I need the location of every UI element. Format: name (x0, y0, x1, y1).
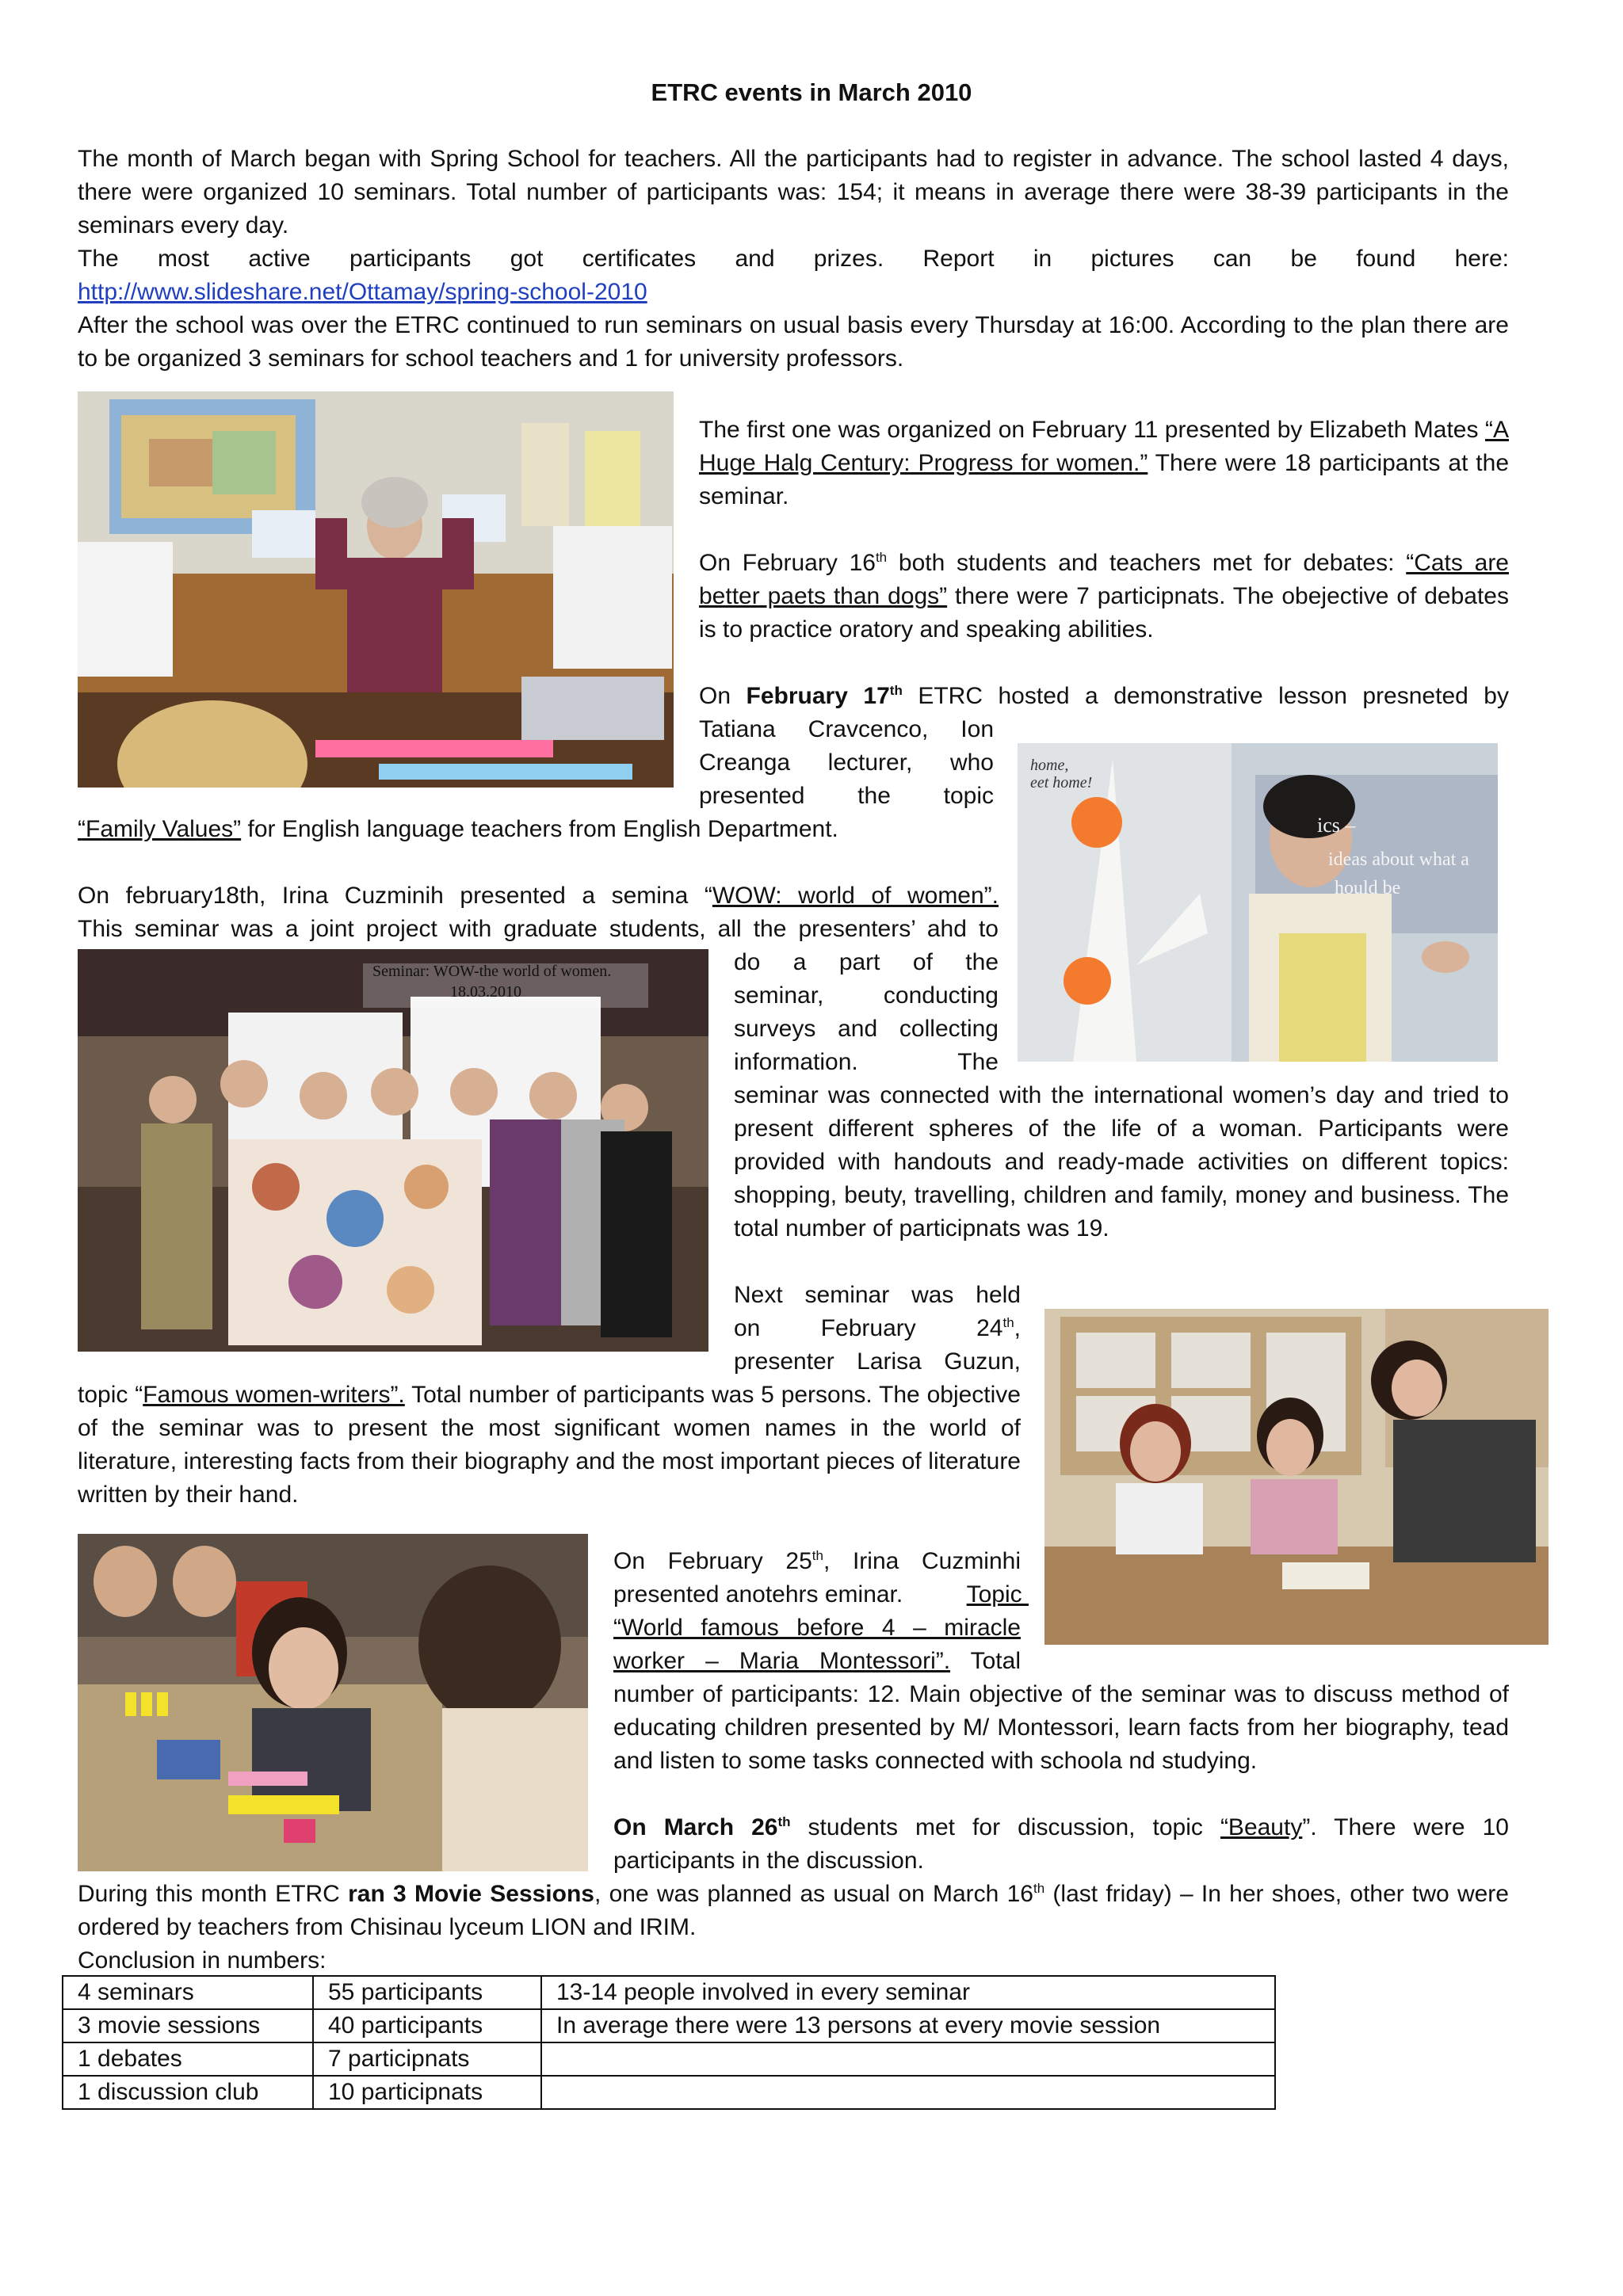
feb24-text-post: Total number of participants was 5 persons. The objective of the seminar was to present the most significant women names in the world of literature, interesting facts from their biography and the most important pieces of literature written by their hand. (78, 1382, 1021, 1508)
mar26-paragraph (613, 1811, 1509, 1878)
photo-students-table (1044, 1309, 1549, 1645)
feb17-line1 (699, 680, 1509, 713)
feb18-side-1: do a part of the (734, 949, 999, 975)
report-link-line (78, 276, 647, 309)
feb18-topic: WOW: world of women”. (712, 883, 999, 909)
feb16-topic: “Cats are better paets than dogs” (699, 550, 1509, 609)
after-school-paragraph (78, 309, 1509, 376)
wow-photo-date: 18.03.2010 (450, 983, 521, 1001)
mar26-topic: “Beauty (1220, 1814, 1303, 1840)
photo-presenter-classroom (78, 391, 674, 788)
feb24-comma: , (1014, 1315, 1021, 1341)
table-cell: 55 participants (313, 1976, 541, 2009)
feb11-text-post: There were 18 participants at the seminar. (699, 450, 1510, 509)
table-cell: 13-14 people involved in every seminar (541, 1976, 1275, 2009)
board-text-4: ideas about what a (1328, 849, 1469, 870)
feb24-paragraph (78, 1379, 1021, 1512)
photo-wow-seminar (78, 949, 708, 1352)
table-row (63, 2009, 1275, 2042)
feb25-topic-label: Topic (966, 1581, 1029, 1608)
feb18-side-2: seminar, conducting (734, 982, 999, 1009)
table-cell: 3 movie sessions (63, 2009, 313, 2042)
feb25-total: Total (950, 1648, 1021, 1674)
feb25-date: On February 25 (613, 1548, 812, 1574)
intro-text: The month of March began with Spring School for teachers. All the participants had to register in advance. The school lasted 4 days, there were organized 10 seminars. Total number of participants was: 154; it means in average there were 38-39 participants in the seminars every day. (78, 146, 1509, 238)
mar26-text: students met for discussion, topic (790, 1814, 1220, 1840)
feb25-line1 (613, 1545, 1021, 1578)
photo-group-cards (78, 1534, 588, 1871)
feb24-line1: Next seminar was held (734, 1282, 1021, 1308)
table-cell: 1 discussion club (63, 2076, 313, 2109)
table-cell (541, 2042, 1275, 2076)
feb16-paragraph (699, 547, 1509, 646)
feb17-line5 (78, 813, 838, 846)
table-cell: 1 debates (63, 2042, 313, 2076)
movies-text-post: (last friday) – In her shoes, other two were ordered by teachers from Chisinau lyceum LION and IRIM. (78, 1881, 1509, 1940)
board-text-3: ics – (1317, 814, 1356, 837)
feb25-rest: number of participants: 12. Main objective of the seminar was to discuss method of educating children presented by M/ Montessori, learn facts from her biography, tead and listen to some tasks connected with schoola nd studying. (613, 1681, 1509, 1774)
feb16-text-post: there were 7 participnats. The obejective of debates is to practice oratory and speaking abilities. (699, 583, 1509, 643)
feb17-text: ETRC hosted a demonstrative lesson presneted by (902, 683, 1509, 709)
board-text-1: home, (1030, 757, 1069, 774)
feb11-paragraph (699, 414, 1509, 513)
feb17-sup: th (889, 683, 903, 698)
board-text-5: hould be (1335, 878, 1401, 898)
mar26-text-post: ”. There were 10 participants in the discussion. (613, 1814, 1509, 1874)
table-cell: 10 participnats (313, 2076, 541, 2109)
feb24-line3: presenter Larisa Guzun, (734, 1348, 1021, 1375)
feb11-topic: “A Huge Halg Century: Progress for women.” (699, 417, 1509, 476)
movies-bold: ran 3 Movie Sessions (348, 1881, 594, 1907)
feb18-line2: This seminar was a joint project with graduate students, all the presenters’ ahd to (78, 916, 999, 942)
feb17-on: On (699, 683, 747, 709)
intro-paragraph (78, 143, 1509, 242)
feb24-topic: Famous women-writers”. (143, 1382, 405, 1408)
feb16-text-mid: both students and teachers met for debates: (887, 550, 1407, 576)
movies-text: During this month ETRC (78, 1881, 349, 1907)
feb17-topic: “Family Values” (78, 816, 242, 842)
table-row (63, 2042, 1275, 2076)
report-line (78, 242, 1509, 276)
feb18-side-4: information. The (734, 1049, 999, 1075)
feb25-text: presented anotehrs eminar. (613, 1581, 903, 1608)
table-cell (541, 2076, 1275, 2109)
feb18-text: On february18th, Irina Cuzminih presented a semina “ (78, 883, 712, 909)
photo-lecturer (1018, 743, 1498, 1062)
table-cell: 4 seminars (63, 1976, 313, 2009)
table-row (63, 2076, 1275, 2109)
table-cell: 7 participnats (313, 2042, 541, 2076)
feb18-side-3: surveys and collecting (734, 1016, 999, 1042)
feb16-sup: th (875, 550, 888, 565)
table-cell: 40 participants (313, 2009, 541, 2042)
feb17-text-post: for English language teachers from English Department. (241, 816, 838, 842)
feb25-line2 (613, 1578, 1029, 1611)
mar26-sup: th (777, 1814, 791, 1829)
feb24-date: on February 24 (734, 1315, 1003, 1341)
feb24-text: topic “ (78, 1382, 143, 1408)
after-school-text: After the school was over the ETRC continued to run seminars on usual basis every Thursday at 16:00. According to the plan there are to be organized 3 seminars for school teachers and 1 for university professors. (78, 312, 1509, 372)
wow-photo-title: Seminar: WOW-the world of women. (372, 963, 612, 980)
feb18-line1 (78, 879, 999, 913)
feb18-rest: seminar was connected with the international women’s day and tried to present different spheres of the life of a woman. Participants were provided with handouts and ready-made activities on different topics: shopping, beuty, travelling, children and family, money and business. The total number of participnats was 19. (734, 1082, 1509, 1241)
feb16-text: On February 16 (699, 550, 876, 576)
table-row (63, 1976, 1275, 2009)
board-text-2: eet home! (1030, 774, 1093, 791)
feb17-line4: presented the topic (699, 783, 994, 809)
table-cell: In average there were 13 persons at every movie session (541, 2009, 1275, 2042)
feb25-line4 (613, 1645, 1021, 1678)
feb17-line3: Creanga lecturer, who (699, 749, 994, 776)
mar26-date: On March 26 (613, 1814, 778, 1840)
feb11-text: The first one was organized on February 11 presented by Elizabeth Mates (699, 417, 1485, 443)
feb17-date: February 17 (746, 683, 890, 709)
report-text: The most active participants got certificates and prizes. Report in pictures can be found here: (78, 246, 1509, 272)
movies-paragraph (78, 1878, 1509, 1944)
feb25-sup: th (812, 1548, 823, 1563)
feb24-sup: th (1002, 1315, 1014, 1330)
slideshare-link[interactable]: http://www.slideshare.net/Ottamay/spring-school-2010 (78, 279, 647, 305)
conclusion-label: Conclusion in numbers: (78, 1947, 327, 1974)
movies-text-mid: , one was planned as usual on March 16 (594, 1881, 1033, 1907)
feb24-line2 (734, 1312, 1021, 1345)
feb17-line2: Tatiana Cravcenco, Ion (699, 716, 994, 742)
feb25-presenter: , Irina Cuzminhi (823, 1548, 1022, 1574)
feb25-topic-line1: “World famous before 4 – miracle (613, 1615, 1021, 1641)
feb25-topic-line2: worker – Maria Montessori”. (613, 1648, 951, 1674)
movies-sup: th (1033, 1881, 1045, 1896)
conclusion-table (62, 1975, 1276, 2110)
page-title: ETRC events in March 2010 (651, 78, 972, 106)
